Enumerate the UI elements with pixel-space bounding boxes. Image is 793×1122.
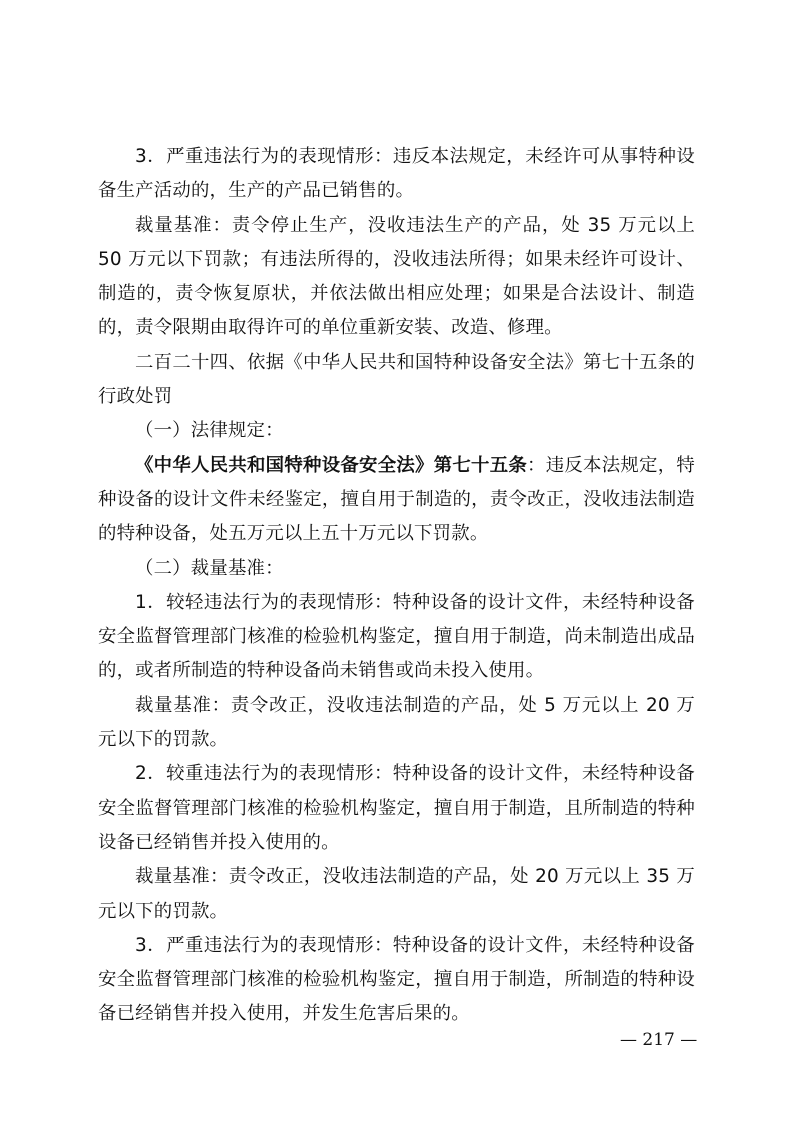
paragraph-minor-penalty [98,689,695,758]
page-number: — 217 — [620,1030,698,1050]
subheading-legal-provision [98,414,695,448]
subheading-text: （一）法律规定： [135,420,284,442]
paragraph-moderate-violation [98,757,695,860]
paragraph-text: 裁量基准：责令改正，没收违法制造的产品，处 5 万元以上 20 万元以下的罚款。 [98,694,695,751]
paragraph-minor-violation [98,586,695,689]
paragraph-text: 3．严重违法行为的表现情形：违反本法规定，未经许可从事特种设备生产活动的，生产的产品已销售的。 [98,146,695,202]
subheading-text: （二）裁量基准： [135,557,284,579]
document-body [98,140,695,1032]
paragraph-legal-provision [98,449,695,552]
paragraph-text: 1．较轻违法行为的表现情形：特种设备的设计文件，未经特种设备安全监督管理部门核准的检验机构鉴定，擅自用于制造，尚未制造出成品的，或者所制造的特种设备尚未销售或尚未投入使用。 [98,591,695,682]
paragraph-text: 裁量基准：责令改正，没收违法制造的产品，处 20 万元以上 35 万元以下的罚款。 [98,866,695,922]
section-heading-text: 二百二十四、依据《中华人民共和国特种设备安全法》第七十五条的行政处罚 [98,351,695,408]
paragraph-text: 裁量基准：责令停止生产，没收违法生产的产品，处 35 万元以上 50 万元以下罚款；有违法所得的，没收违法所得；如果未经许可设计、制造的，责令恢复原状，并依法做出相应处理；如果是合法设计、制造的，责令限期由取得许可的单位重新安装、改造、修理。 [98,214,695,339]
subheading-penalty-standard [98,552,695,586]
paragraph-text: 2．较重违法行为的表现情形：特种设备的设计文件，未经特种设备安全监督管理部门核准的检验机构鉴定，擅自用于制造，且所制造的特种设备已经销售并投入使用的。 [98,763,695,853]
paragraph-text: 3．严重违法行为的表现情形：特种设备的设计文件，未经特种设备安全监督管理部门核准的检验机构鉴定，擅自用于制造，所制造的特种设备已经销售并投入使用，并发生危害后果的。 [98,934,695,1025]
paragraph-serious-violation-license [98,140,695,209]
paragraph-serious-violation [98,929,695,1032]
section-heading-224 [98,346,695,415]
paragraph-text: ：违反本法规定，特种设备的设计文件未经鉴定，擅自用于制造的，责令改正，没收违法制造的特种设备，处五万元以上五十万元以下罚款。 [98,454,695,545]
paragraph-penalty-standard-license [98,209,695,346]
paragraph-moderate-penalty [98,860,695,929]
law-article-citation: 《中华人民共和国特种设备安全法》第七十五条 [135,454,528,476]
